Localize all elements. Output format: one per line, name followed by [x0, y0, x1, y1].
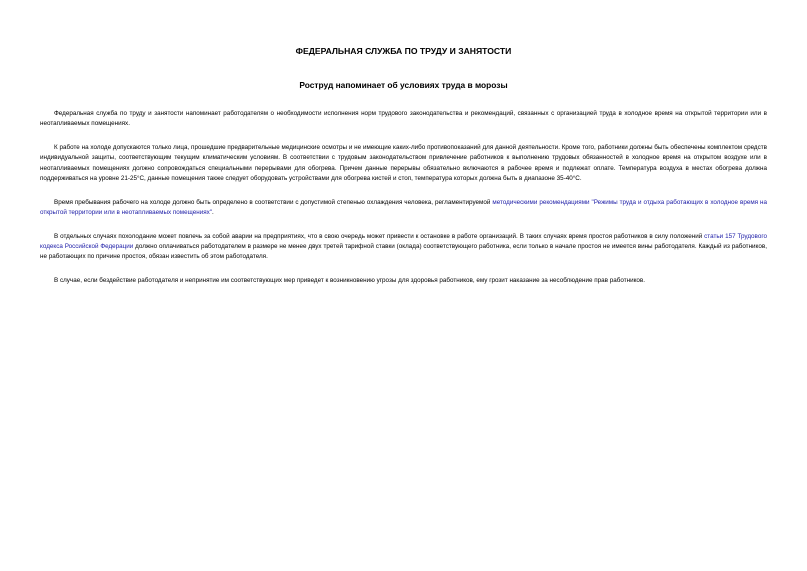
paragraph-text: . — [212, 209, 214, 217]
paragraph-text: должно оплачиваться работодателем в размере не менее двух третей тарифной ставки (оклада) соответствующего работника, если только в начале простоя не имеется вины работодателя. Каждый из работников, не работающих по причине простоя, обязан известить об этом работодателя. — [40, 243, 767, 261]
paragraph-text: В отдельных случаях похолодание может повлечь за собой аварии на предприятиях, что в свою очередь может привести к остановке в работе организаций. В таких случаях время простоя работников в силу положений — [54, 232, 705, 240]
paragraph-downtime — [40, 232, 767, 263]
organization-heading: ФЕДЕРАЛЬНАЯ СЛУЖБА ПО ТРУДУ И ЗАНЯТОСТИ — [295, 46, 512, 56]
paragraph-exposure-time — [40, 198, 767, 219]
paragraph-intro: Федеральная служба по труду и занятости напоминает работодателям о необходимости исполнения норм трудового законодательства и рекомендаций, связанных с организацией труда в холодное время на открытой территории или в неотапливаемых помещениях. — [40, 110, 767, 128]
article-body — [40, 109, 767, 300]
paragraph-liability: В случае, если бездействие работодателя и непринятие им соответствующих мер приведет к возникновению угрозы для здоровья работников, ему грозит наказание за несоблюдение прав работников. — [54, 277, 646, 285]
link-labor-code-article-157[interactable]: статьи 157 Трудового кодекса Российской Федерации — [40, 232, 767, 251]
paragraph-requirements: К работе на холоде допускаются только лица, прошедшие предварительные медицинские осмотры и не имеющие каких-либо противопоказаний для данной деятельности. Кроме того, работники должны быть обеспечены комплектом средств индивидуальной защиты, соответствующим текущим климатическим условиям. В соответствии с трудовым законодательством привлечение работников к выполнению трудовых обязанностей в холодное время на открытом воздухе или в неотапливаемых помещениях должно сопровождаться специальными перерывами для обогрева. Причем данные перерывы обязательно включаются в рабочее время и подлежат оплате. Температура воздуха в местах обогрева должна поддерживаться на уровне 21-25°С, данные помещения также следует оборудовать устройствами для обогрева кистей и стоп, температура которых должна быть в диапазоне 35-40°С. — [40, 144, 767, 182]
page-title: Роструд напоминает об условиях труда в морозы — [299, 80, 508, 90]
link-methodical-recommendations[interactable]: методическими рекомендациями "Режимы труда и отдыха работающих в холодное время на открытой территории или в неотапливаемых помещениях" — [40, 198, 767, 217]
paragraph-text: Время пребывания рабочего на холоде должно быть определено в соответствии с допустимой степенью охлаждения человека, регламентируемой — [54, 198, 493, 206]
